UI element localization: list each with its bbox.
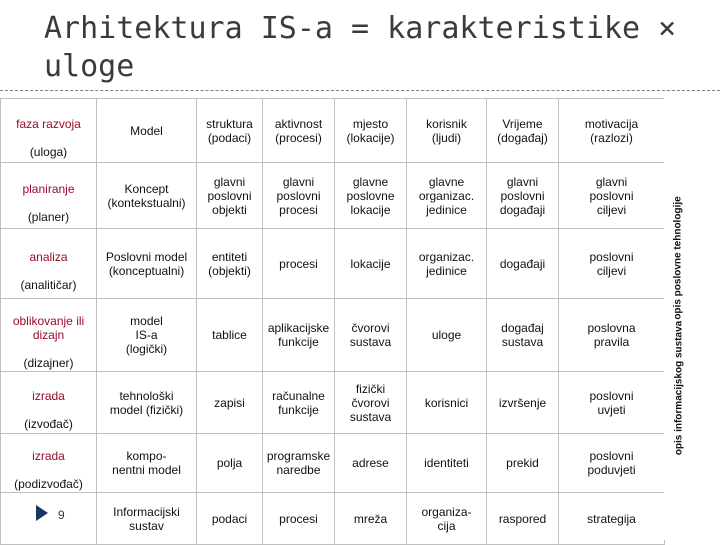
- table-cell: glavne poslovne lokacije: [335, 163, 407, 229]
- header-col-time: Vrijeme (događaj): [487, 99, 559, 163]
- table-row: [1, 434, 665, 493]
- table-cell: glavne organizac. jedinice: [407, 163, 487, 229]
- row-role-sub: (izvođač): [24, 416, 73, 431]
- table-cell: fizički čvorovi sustava: [335, 372, 407, 434]
- row-role-cell: [1, 229, 97, 299]
- table-cell: entiteti (objekti): [197, 229, 263, 299]
- table-cell: uloge: [407, 299, 487, 372]
- table-cell: identiteti: [407, 434, 487, 493]
- header-col-activity: aktivnost (procesi): [263, 99, 335, 163]
- table-row: [1, 493, 665, 545]
- header-role-cell: [1, 99, 97, 163]
- table-cell: glavni poslovni procesi: [263, 163, 335, 229]
- row-role-label: oblikovanje ili dizajn: [12, 314, 85, 342]
- table-cell: polja: [197, 434, 263, 493]
- table-cell: čvorovi sustava: [335, 299, 407, 372]
- table-cell: prekid: [487, 434, 559, 493]
- header-col-structure: struktura (podaci): [197, 99, 263, 163]
- header-col-motivation: motivacija (razlozi): [559, 99, 665, 163]
- table-cell: raspored: [487, 493, 559, 545]
- architecture-table: [0, 98, 665, 545]
- table-cell: poslovni ciljevi: [559, 229, 665, 299]
- table-cell: Poslovni model (konceptualni): [97, 229, 197, 299]
- row-role-sub: (planer): [27, 209, 70, 224]
- side-label-is: [664, 298, 694, 478]
- side-label-business-text: opis poslovne tehnologije: [673, 196, 684, 320]
- table-cell: korisnici: [407, 372, 487, 434]
- row-role-label: planiranje: [22, 181, 75, 196]
- table-cell: mreža: [335, 493, 407, 545]
- table-cell: aplikacijske funkcije: [263, 299, 335, 372]
- row-role-cell: [1, 493, 97, 545]
- table-cell: izvršenje: [487, 372, 559, 434]
- header-row: [1, 99, 665, 163]
- table-cell: računalne funkcije: [263, 372, 335, 434]
- row-role-label: izrada: [32, 388, 65, 403]
- row-role-label: izrada: [32, 449, 65, 463]
- table-cell: procesi: [263, 229, 335, 299]
- table-row: [1, 299, 665, 372]
- table-cell: organiza- cija: [407, 493, 487, 545]
- header-col-location: mjesto (lokacije): [335, 99, 407, 163]
- row-role-sub: (analitičar): [20, 277, 77, 292]
- table-cell: kompo- nentni model: [97, 434, 197, 493]
- row-role-cell: [1, 163, 97, 229]
- row-role-label: analiza: [29, 249, 68, 264]
- side-label-is-text: opis informacijskog sustava: [673, 320, 684, 456]
- table-cell: organizac. jedinice: [407, 229, 487, 299]
- header-col-model: Model: [97, 99, 197, 163]
- row-role-sub: (dizajner): [23, 356, 74, 370]
- table-cell: adrese: [335, 434, 407, 493]
- slide-marker-icon: [36, 505, 48, 521]
- table-cell: procesi: [263, 493, 335, 545]
- row-role-cell: [1, 299, 97, 372]
- table-cell: tablice: [197, 299, 263, 372]
- side-label-column: [664, 98, 694, 540]
- table-cell: tehnološki model (fizički): [97, 372, 197, 434]
- table-cell: Koncept (kontekstualni): [97, 163, 197, 229]
- table-cell: poslovni poduvjeti: [559, 434, 665, 493]
- table-cell: programske naredbe: [263, 434, 335, 493]
- header-role-label: faza razvoja: [16, 116, 81, 131]
- header-role-sub: (uloga): [29, 144, 68, 159]
- header-col-user: korisnik (ljudi): [407, 99, 487, 163]
- table-cell: glavni poslovni objekti: [197, 163, 263, 229]
- row-role-cell: [1, 434, 97, 493]
- table-row: [1, 163, 665, 229]
- row-role-sub: (podizvođač): [14, 477, 83, 491]
- table-cell: model IS-a (logički): [97, 299, 197, 372]
- table-cell: događaj sustava: [487, 299, 559, 372]
- table-cell: strategija: [559, 493, 665, 545]
- table-cell: glavni poslovni ciljevi: [559, 163, 665, 229]
- table-cell: zapisi: [197, 372, 263, 434]
- table-cell: poslovna pravila: [559, 299, 665, 372]
- table-cell: Informacijski sustav: [97, 493, 197, 545]
- table-row: [1, 372, 665, 434]
- table-cell: događaji: [487, 229, 559, 299]
- table-cell: poslovni uvjeti: [559, 372, 665, 434]
- table-cell: podaci: [197, 493, 263, 545]
- table-row: [1, 229, 665, 299]
- slide-number: 9: [58, 508, 65, 522]
- row-role-cell: [1, 372, 97, 434]
- title-divider: [0, 90, 720, 91]
- table-cell: glavni poslovni događaji: [487, 163, 559, 229]
- slide-title: Arhitektura IS-a = karakteristike × uloge: [44, 11, 677, 84]
- table-cell: lokacije: [335, 229, 407, 299]
